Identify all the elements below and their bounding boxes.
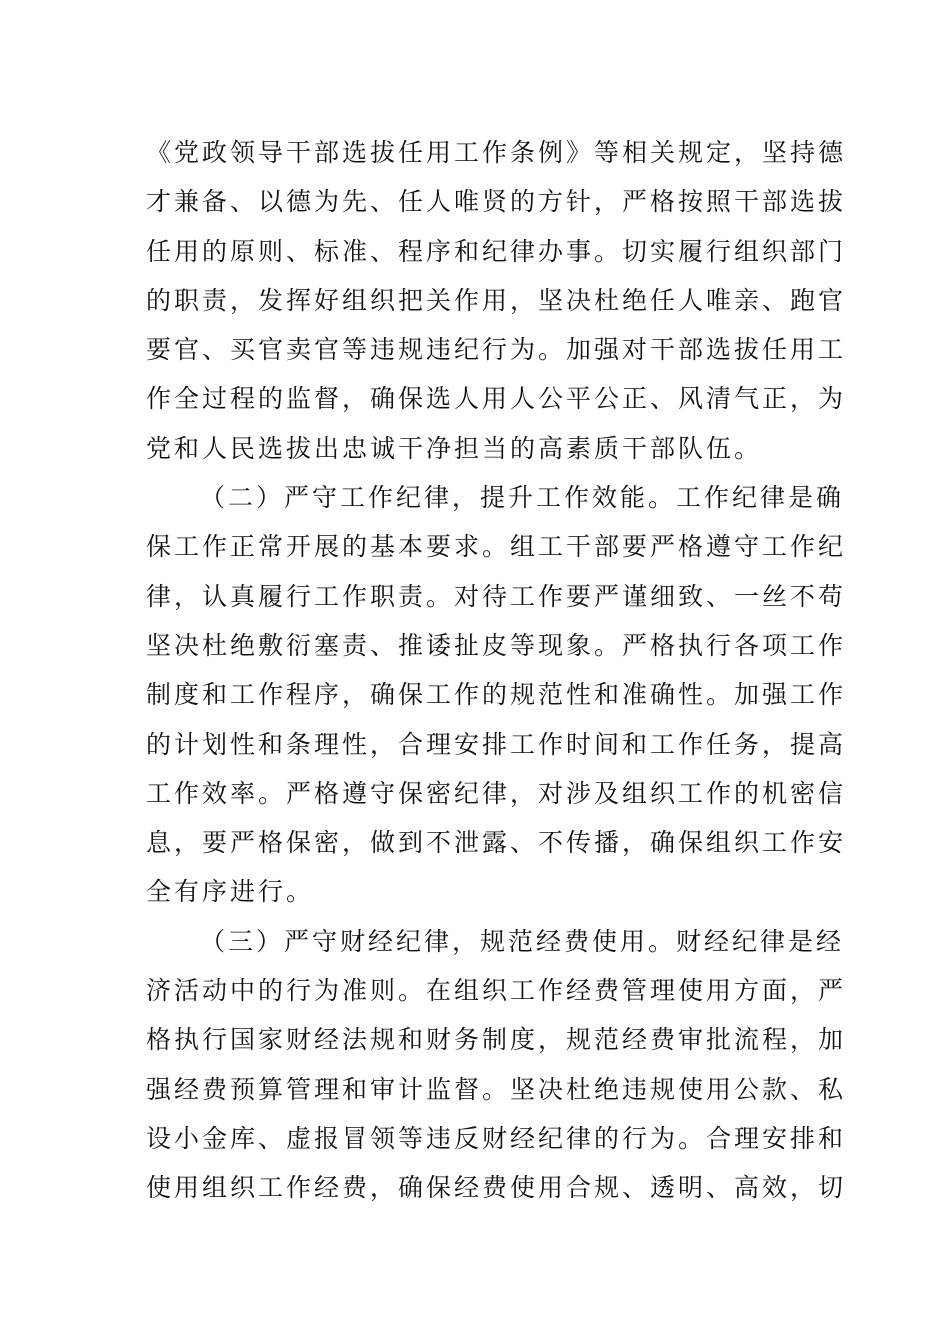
- text-line: 息，要严格保密，做到不泄露、不传播，确保组织工作安: [146, 828, 847, 858]
- text-line: 制度和工作程序，确保工作的规范性和准确性。加强工作: [146, 680, 847, 710]
- section-heading-line: （三）严守财经纪律，规范经费使用。财经纪律是经: [200, 926, 845, 956]
- text-line: 任用的原则、标准、程序和纪律办事。切实履行组织部门: [146, 236, 847, 266]
- text-line: 强经费预算管理和审计监督。坚决杜绝违规使用公款、私: [146, 1074, 847, 1104]
- text-line: 党和人民选拔出忠诚干净担当的高素质干部队伍。: [146, 433, 763, 463]
- text-line: 作全过程的监督，确保选人用人公平公正、风清气正，为: [146, 384, 847, 414]
- text-line: 的职责，发挥好组织把关作用，坚决杜绝任人唯亲、跑官: [146, 285, 847, 315]
- text-line: 使用组织工作经费，确保经费使用合规、透明、高效，切: [146, 1173, 847, 1203]
- section-heading-line: （二）严守工作纪律，提升工作效能。工作纪律是确: [200, 483, 845, 513]
- text-line: 《党政领导干部选拔任用工作条例》等相关规定，坚持德: [146, 138, 847, 167]
- text-line: 律，认真履行工作职责。对待工作要严谨细致、一丝不苟: [146, 581, 847, 611]
- text-line: 设小金库、虚报冒领等违反财经纪律的行为。合理安排和: [146, 1123, 847, 1153]
- text-line: 的计划性和条理性，合理安排工作时间和工作任务，提高: [146, 729, 847, 759]
- text-line: 坚决杜绝敷衍塞责、推诿扯皮等现象。严格执行各项工作: [146, 630, 847, 660]
- text-line: 工作效率。严格遵守保密纪律，对涉及组织工作的机密信: [146, 778, 847, 808]
- text-line: 保工作正常开展的基本要求。组工干部要严格遵守工作纪: [146, 532, 847, 562]
- text-line: 才兼备、以德为先、任人唯贤的方针，严格按照干部选拔: [146, 187, 847, 217]
- text-line: 格执行国家财经法规和财务制度，规范经费审批流程，加: [146, 1025, 847, 1055]
- body-text: [146, 128, 847, 1213]
- text-line: 全有序进行。: [146, 877, 315, 907]
- text-line: 济活动中的行为准则。在组织工作经费管理使用方面，严: [146, 976, 847, 1006]
- text-line: 要官、买官卖官等违规违纪行为。加强对干部选拔任用工: [146, 335, 847, 365]
